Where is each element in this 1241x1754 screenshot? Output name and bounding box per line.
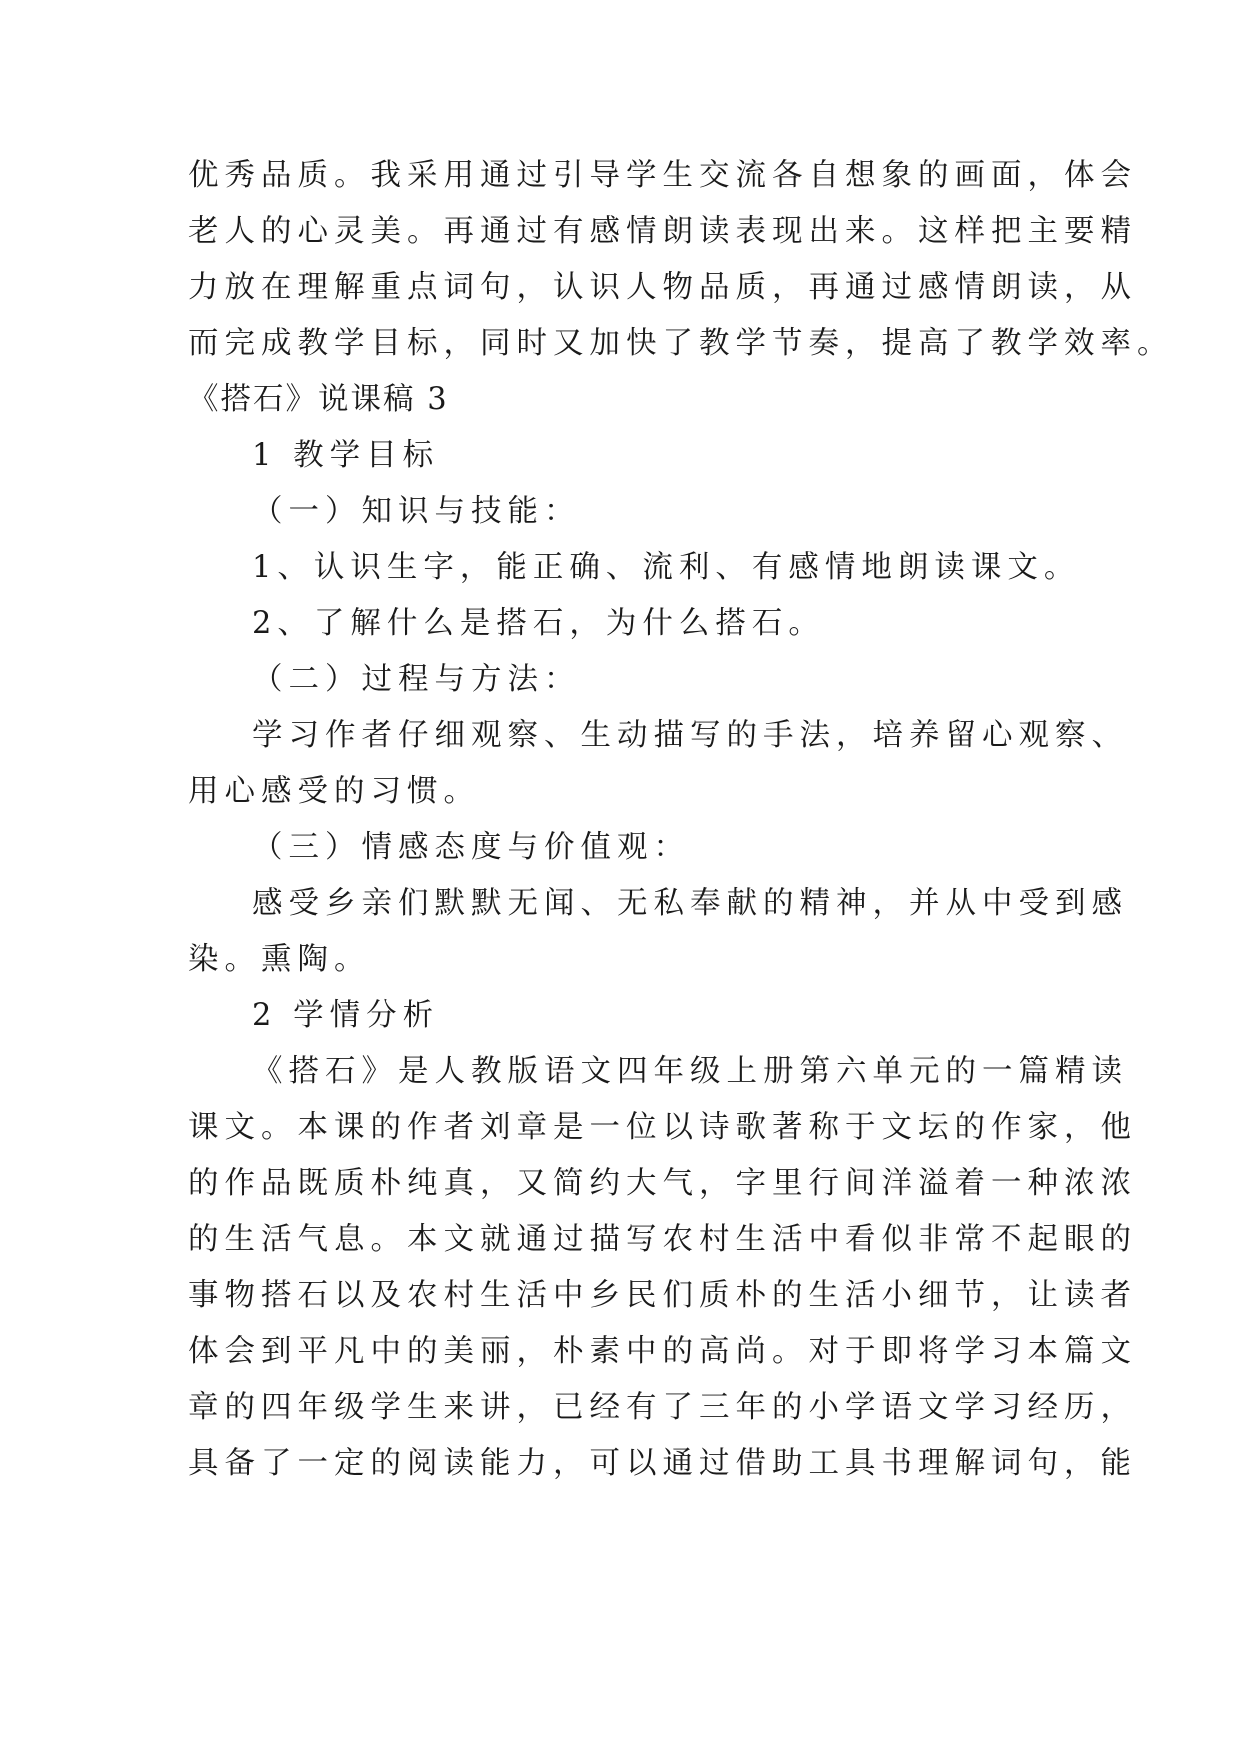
heading-learner-analysis: 2 学情分析 (252, 998, 440, 1033)
analysis-line: 体会到平凡中的美丽，朴素中的高尚。对于即将学习本篇文 (188, 1334, 1137, 1369)
analysis-line: 课文。本课的作者刘章是一位以诗歌著称于文坛的作家，他 (188, 1110, 1137, 1145)
analysis-line: 的作品既质朴纯真，又简约大气，字里行间洋溢着一种浓浓 (188, 1166, 1137, 1201)
paragraph-line: 老人的心灵美。再通过有感情朗读表现出来。这样把主要精 (188, 214, 1137, 249)
analysis-line: 章的四年级学生来讲，已经有了三年的小学语文学习经历， (188, 1390, 1137, 1425)
emotion-line: 感受乡亲们默默无闻、无私奉献的精神，并从中受到感 (252, 886, 1128, 921)
goal-item-2: 2、了解什么是搭石，为什么搭石。 (252, 606, 825, 641)
heading-teaching-goals: 1 教学目标 (252, 438, 440, 473)
section-title: 《搭石》说课稿 3 (188, 382, 449, 417)
subheading-emotion-values: （三）情感态度与价值观： (252, 830, 690, 865)
analysis-line: 具备了一定的阅读能力，可以通过借助工具书理解词句，能 (188, 1446, 1137, 1481)
method-line: 学习作者仔细观察、生动描写的手法，培养留心观察、 (252, 718, 1128, 753)
paragraph-line: 而完成教学目标，同时又加快了教学节奏，提高了教学效率。 (188, 326, 1174, 361)
method-line: 用心感受的习惯。 (188, 774, 480, 809)
paragraph-line: 力放在理解重点词句，认识人物品质，再通过感情朗读，从 (188, 270, 1137, 305)
analysis-line: 的生活气息。本文就通过描写农村生活中看似非常不起眼的 (188, 1222, 1137, 1257)
subheading-process-method: （二）过程与方法： (252, 662, 581, 697)
paragraph-line: 优秀品质。我采用通过引导学生交流各自想象的画面，体会 (188, 158, 1137, 193)
emotion-line: 染。熏陶。 (188, 942, 371, 977)
analysis-line: 事物搭石以及农村生活中乡民们质朴的生活小细节，让读者 (188, 1278, 1137, 1313)
goal-item-1: 1、认识生字，能正确、流利、有感情地朗读课文。 (252, 550, 1081, 585)
subheading-knowledge-skills: （一）知识与技能： (252, 494, 581, 529)
analysis-line: 《搭石》是人教版语文四年级上册第六单元的一篇精读 (252, 1054, 1128, 1089)
